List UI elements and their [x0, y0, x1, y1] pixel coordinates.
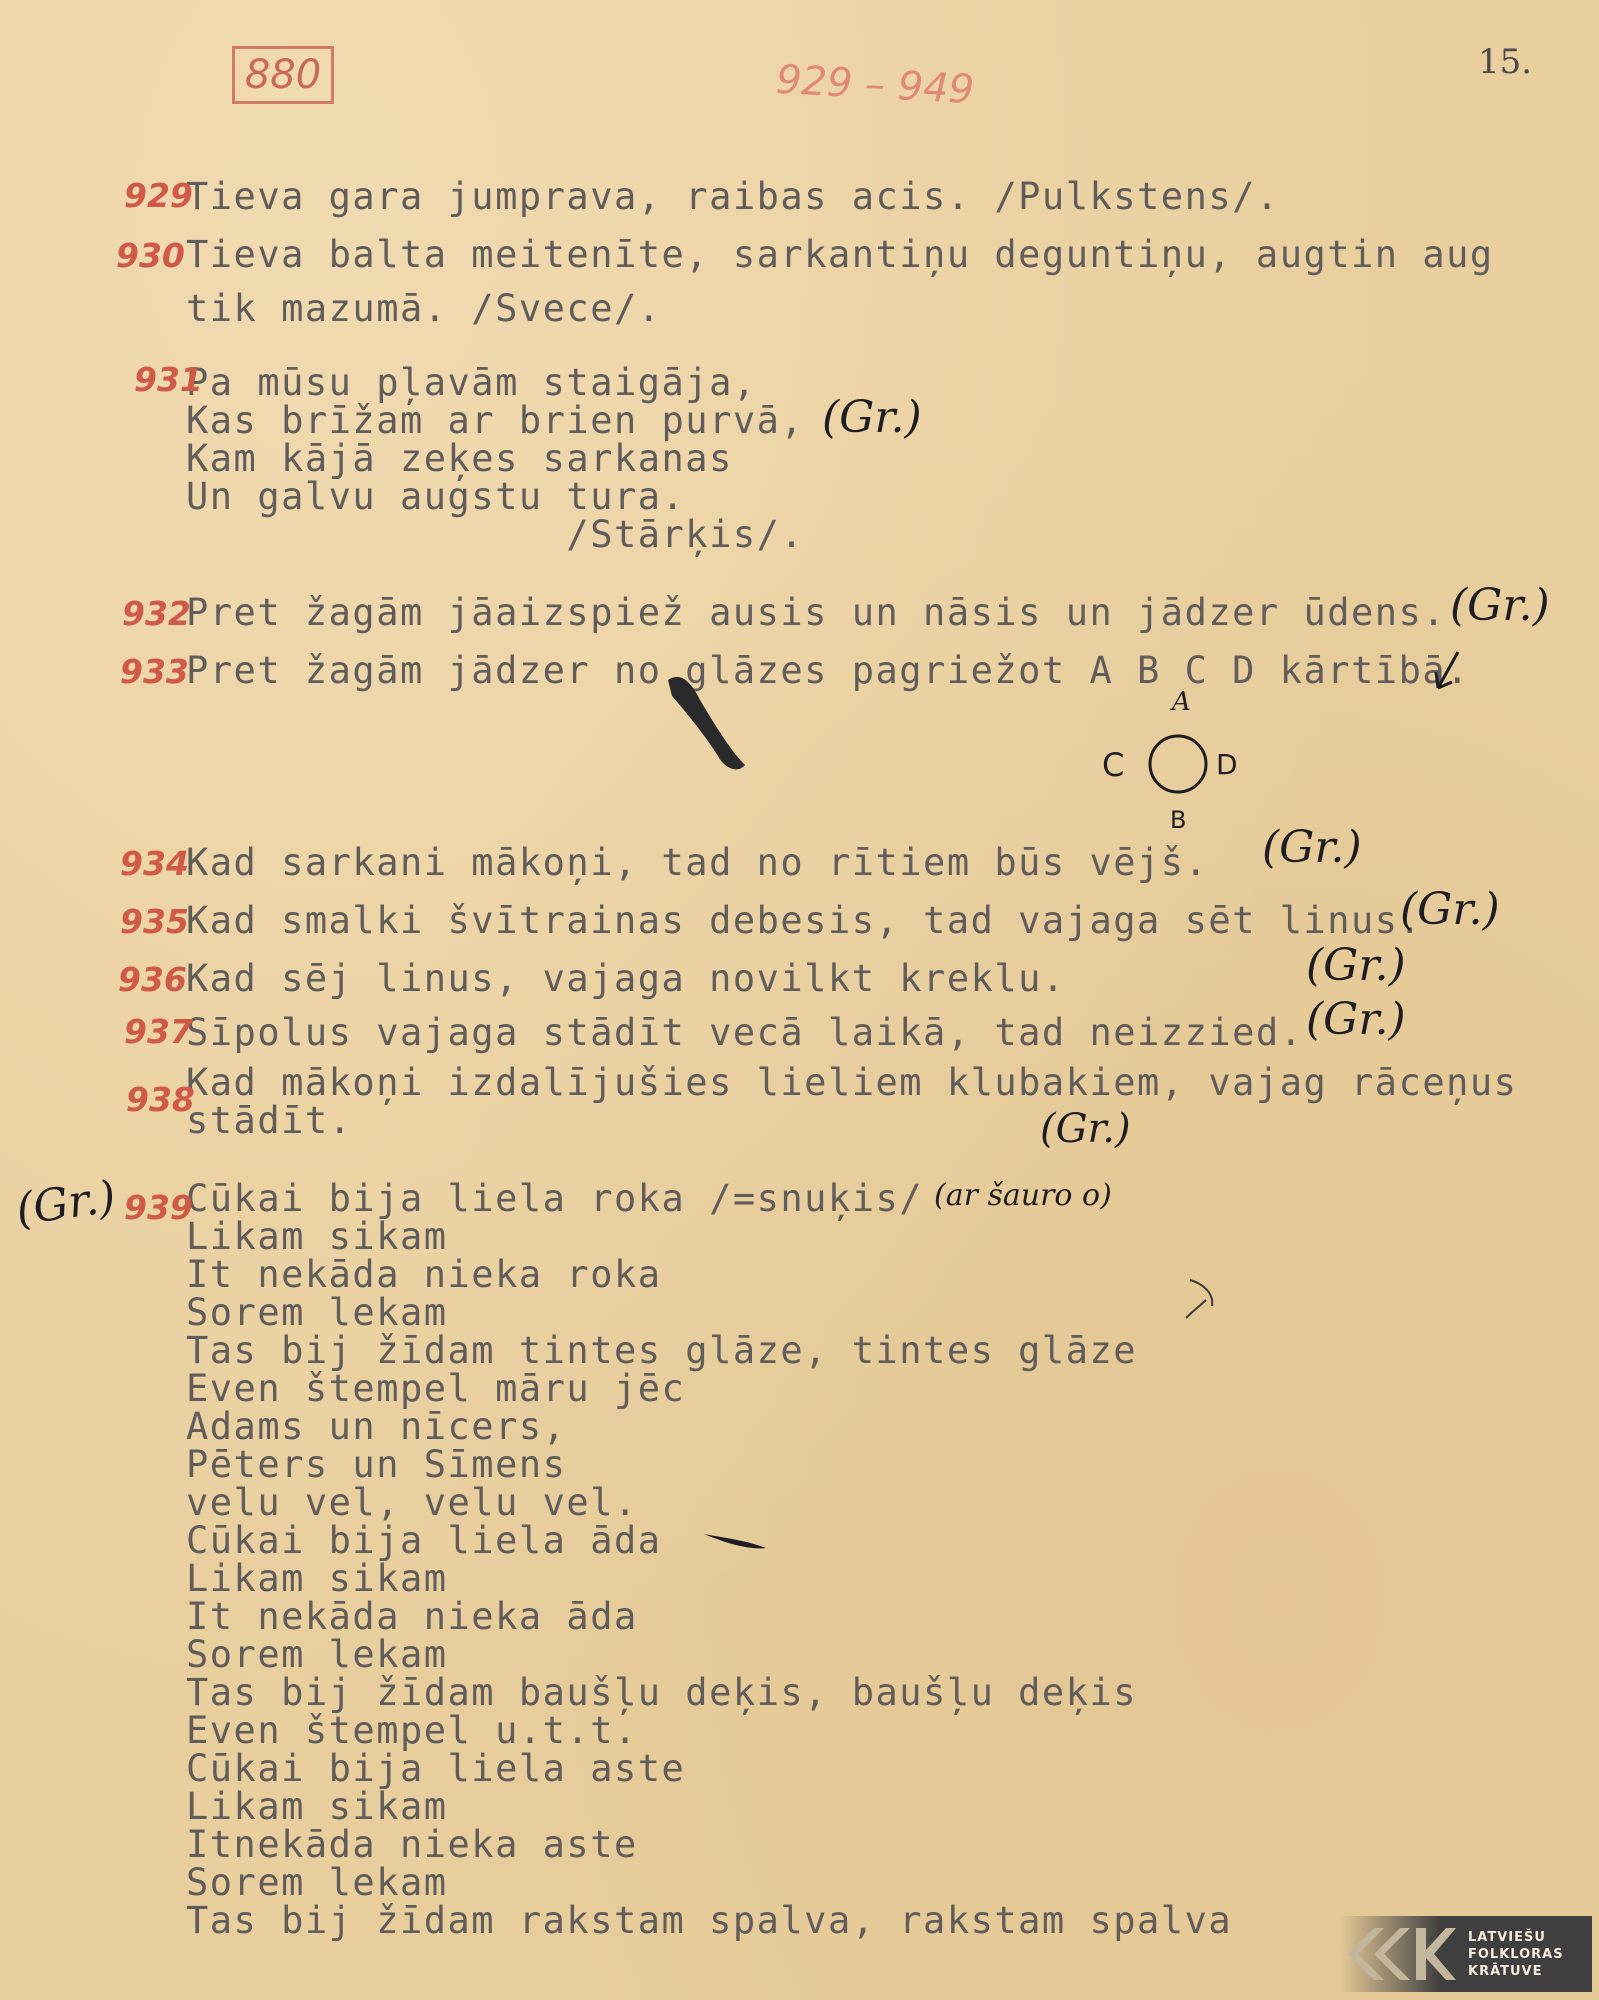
verse-line: Kas brīžam ar brien purvā, — [186, 399, 805, 442]
entry-text: Pret žagām jāaizspiež ausis un nāsis un jādzer ūdens. — [186, 591, 1447, 634]
verse-line: Sorem lekam — [186, 1291, 448, 1334]
entry-text: Kad sēj linus, vajaga novilkt kreklu. — [186, 957, 1066, 1000]
gr-annotation: (Gr.) — [1040, 1106, 1131, 1152]
entry-number: 929 — [124, 176, 193, 215]
entry-929 — [124, 170, 1280, 224]
entry-number: 931 — [134, 360, 203, 399]
verse-line: Tas bij žīdam tintes glāze, tintes glāze — [186, 1329, 1138, 1372]
gr-annotation: (Gr.) — [822, 392, 922, 443]
entry-939 — [124, 1177, 1233, 1942]
entry-number: 937 — [124, 1012, 193, 1051]
arrow-icon — [1428, 648, 1468, 696]
entry-text: Kad sarkani mākoņi, tad no rītiem būs vējš. — [186, 841, 1209, 884]
entry-number: 935 — [120, 902, 189, 941]
entry-number: 934 — [120, 844, 189, 883]
handwritten-note: (ar šauro o) — [934, 1178, 1112, 1213]
logo-line: FOLKLORAS — [1468, 1946, 1564, 1962]
entry-text-line: tik mazumā. /Svece/. — [186, 287, 662, 330]
verse-line: Adams un nīcers, — [186, 1405, 567, 1448]
verse-line: Even štempel māru jēc — [186, 1367, 686, 1410]
logo-line: KRĀTUVE — [1468, 1963, 1543, 1979]
archive-number-box: 880 — [232, 46, 334, 104]
verse-line: Cūkai bija liela aste — [186, 1747, 686, 1790]
entry-933 — [120, 644, 1470, 698]
entry-number: 939 — [124, 1188, 193, 1227]
gr-annotation: (Gr.) — [1262, 822, 1362, 873]
verse-line: It nekāda nieka roka — [186, 1253, 662, 1296]
glass-circle — [1150, 736, 1206, 792]
verse-line: Cūkai bija liela āda — [186, 1519, 662, 1562]
verse-line: Sorem lekam — [186, 1633, 448, 1676]
entry-935 — [120, 894, 1423, 948]
gr-annotation: (Gr.) — [12, 1171, 119, 1236]
verse-line: /Stārķis/. — [186, 513, 805, 556]
gr-annotation: (Gr.) — [1306, 994, 1406, 1045]
verse-line: Pa mūsu pļavām staigāja, — [186, 361, 757, 404]
entry-938 — [126, 1061, 1518, 1142]
entry-text: Kad smalki švītrainas debesis, tad vajaga sēt linus. — [186, 899, 1423, 942]
gr-annotation: (Gr.) — [1400, 884, 1500, 935]
entry-text: Pret žagām jādzer no glāzes pagriežot A B C D kārtībā. — [186, 649, 1470, 692]
gr-annotation: (Gr.) — [1306, 940, 1406, 991]
entry-number: 930 — [116, 236, 185, 275]
entry-931 — [134, 360, 805, 556]
entry-930 — [116, 228, 1494, 336]
entry-number: 933 — [120, 652, 189, 691]
entry-text-line: Tieva balta meitenīte, sarkantiņu deguntiņu, augtin aug — [186, 233, 1494, 276]
ink-mark — [700, 1526, 770, 1556]
verse-line: Tas bij žīdam rakstam spalva, rakstam spalva — [186, 1899, 1233, 1942]
entry-number: 936 — [118, 960, 187, 999]
entry-936 — [118, 952, 1066, 1006]
entry-text: Tieva gara jumprava, raibas acis. /Pulkstens/. — [186, 175, 1280, 218]
diagram-label-b: B — [1170, 806, 1187, 834]
logo-wordmark — [1468, 1929, 1564, 1980]
entry-number: 932 — [122, 594, 191, 633]
entry-934 — [120, 836, 1209, 890]
diagram-label-c: C — [1102, 746, 1125, 784]
ink-blot — [660, 670, 760, 780]
logo-line: LATVIEŠU — [1468, 1929, 1546, 1945]
verse-line: Kam kājā zeķes sarkanas — [186, 437, 733, 480]
gr-annotation: (Gr.) — [1450, 580, 1550, 631]
verse-line: Itnekāda nieka aste — [186, 1823, 638, 1866]
entry-937 — [124, 1006, 1304, 1060]
verse-line: Even štempel u.t.t. — [186, 1709, 638, 1752]
verse-line: Pēters un Sīmens — [186, 1443, 567, 1486]
entry-text-line: stādīt. — [186, 1099, 353, 1142]
page-number: 15. — [1478, 42, 1533, 82]
entry-number: 938 — [126, 1080, 195, 1119]
entry-932 — [122, 586, 1447, 640]
verse-line: Un galvu augstu tura. — [186, 475, 686, 518]
archive-logo — [1340, 1916, 1592, 1992]
verse-line: Likam sikam — [186, 1785, 448, 1828]
diagram-label-d: D — [1216, 748, 1238, 781]
entry-text: Sīpolus vajaga stādīt vecā laikā, tad neizzied. — [186, 1011, 1304, 1054]
verse-line: Likam sikam — [186, 1557, 448, 1600]
entry-range-mark: 929 – 949 — [774, 56, 976, 114]
entry-text-line: Kad mākoņi izdalījušies lieliem klubakiem, vajag rāceņus — [186, 1061, 1518, 1104]
verse-line: Cūkai bija liela roka /=snuķis/ — [186, 1177, 924, 1220]
verse-line: Tas bij žīdam baušļu deķis, baušļu deķis — [186, 1671, 1138, 1714]
rotation-diagram — [1090, 686, 1270, 836]
diagram-label-a: A — [1172, 687, 1191, 717]
verse-line: velu vel, velu vel. — [186, 1481, 638, 1524]
verse-line: Likam sikam — [186, 1215, 448, 1258]
verse-line: It nekāda nieka āda — [186, 1595, 638, 1638]
verse-line: Sorem lekam — [186, 1861, 448, 1904]
ink-mark — [1180, 1270, 1230, 1330]
lfk-logo-icon — [1340, 1922, 1458, 1986]
